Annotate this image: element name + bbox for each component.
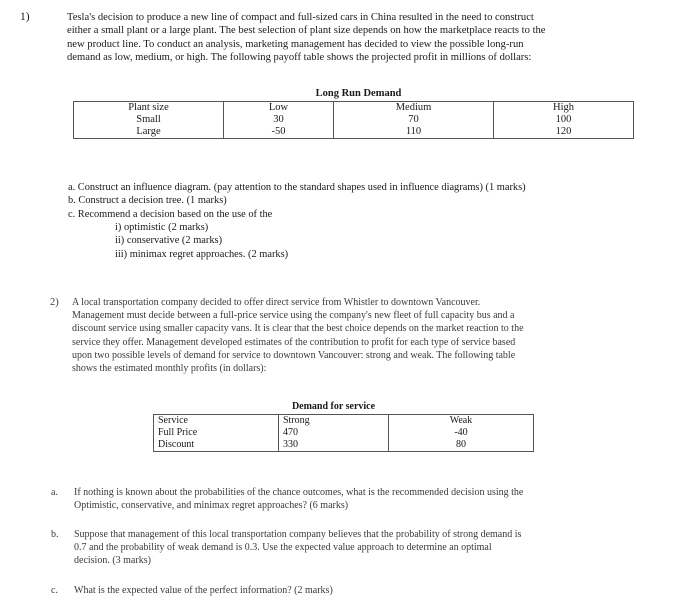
question-2-line: service they offer. Management developed estimates of the contribution to profit for each type of service based	[72, 336, 516, 348]
table-cell: 110	[334, 126, 494, 139]
column-header: Service	[154, 415, 279, 428]
table-header-row	[154, 415, 534, 428]
question-2-part-line: If nothing is known about the probabilities of the chance outcomes, what is the recommended decision using the	[74, 487, 524, 498]
column-header: Weak	[389, 415, 534, 428]
table-row	[154, 439, 534, 452]
question-1-subpart: iii) minimax regret approaches. (2 marks)	[115, 248, 289, 260]
table-cell: 100	[494, 114, 634, 126]
question-2-part-a	[74, 486, 523, 512]
question-2-part-b	[74, 528, 521, 568]
table-row	[74, 126, 634, 139]
table-cell: -40	[389, 427, 534, 439]
table-cell: 330	[279, 439, 389, 452]
question-1-line: new product line. To conduct an analysis, marketing management has decided to view the possible long-run	[67, 38, 524, 50]
table-header-row	[74, 102, 634, 115]
table-cell: Discount	[154, 439, 279, 452]
table-cell: Small	[74, 114, 224, 126]
long-run-demand-header: Long Run Demand	[224, 88, 494, 102]
payoff-table-2	[153, 401, 534, 452]
table-cell: Full Price	[154, 427, 279, 439]
question-1-parts	[68, 181, 526, 221]
question-1-part: b. Construct a decision tree. (1 marks)	[68, 195, 227, 207]
question-2-text	[72, 296, 524, 375]
question-1-subparts	[115, 221, 288, 261]
question-2-part-line: decision. (3 marks)	[74, 555, 151, 567]
question-2-part-c	[74, 584, 333, 597]
question-2-part-a-letter: a.	[51, 487, 58, 498]
table-cell: Large	[74, 126, 224, 139]
question-1-number: 1)	[20, 11, 30, 23]
payoff-table-1	[73, 88, 634, 139]
question-2-part-line: Optimistic, conservative, and minimax regret approaches? (6 marks)	[74, 500, 349, 512]
question-1-part: a. Construct an influence diagram. (pay attention to the standard shapes used in influence diagrams) (1 marks)	[68, 182, 526, 193]
table-cell: 30	[224, 114, 334, 126]
question-2-part-b-letter: b.	[51, 529, 59, 540]
table-cell: 120	[494, 126, 634, 139]
question-2-line: shows the estimated monthly profits (in dollars):	[72, 363, 267, 375]
table-cell: 70	[334, 114, 494, 126]
table-cell: -50	[224, 126, 334, 139]
table-cell: 470	[279, 427, 389, 439]
column-header: Medium	[334, 102, 494, 115]
table-row	[154, 427, 534, 439]
table-row	[74, 114, 634, 126]
question-1-line: demand as low, medium, or high. The following payoff table shows the projected profit in millions of dollars:	[67, 52, 532, 64]
question-2-line: discount service using smaller capacity vans. It is clear that the best choice depends on the market reaction to the	[72, 323, 524, 335]
question-1-line: Tesla's decision to produce a new line of compact and full-sized cars in China resulted in the need to construct	[67, 12, 534, 23]
question-1-line: either a small plant or a large plant. The best selection of plant size depends on how the marketplace reacts to the	[67, 25, 546, 37]
question-1-subpart: ii) conservative (2 marks)	[115, 235, 223, 247]
question-2-part-line: What is the expected value of the perfect information? (2 marks)	[74, 585, 333, 596]
question-1-subpart: i) optimistic (2 marks)	[115, 222, 209, 233]
question-2-part-line: Suppose that management of this local transportation company believes that the probability of strong demand is	[74, 529, 522, 540]
column-header: High	[494, 102, 634, 115]
question-2-line: A local transportation company decided to offer direct service from Whistler to downtown Vancouver.	[72, 297, 481, 308]
question-2-part-line: 0.7 and the probability of weak demand is 0.3. Use the expected value approach to determine an optimal	[74, 542, 492, 554]
demand-for-service-header: Demand for service	[279, 401, 389, 415]
question-1-text	[67, 11, 546, 65]
column-header: Strong	[279, 415, 389, 428]
question-2-number: 2)	[50, 297, 59, 308]
table-cell: 80	[389, 439, 534, 452]
question-2-line: Management must decide between a full-price service using the company's new fleet of full capacity bus and a	[72, 310, 515, 322]
question-2-line: upon two possible levels of demand for service to downtown Vancouver: strong and weak. The following table	[72, 349, 516, 361]
question-1-part: c. Recommend a decision based on the use of the	[68, 208, 273, 220]
question-2-part-c-letter: c.	[51, 585, 58, 596]
column-header: Plant size	[74, 102, 224, 115]
column-header: Low	[224, 102, 334, 115]
